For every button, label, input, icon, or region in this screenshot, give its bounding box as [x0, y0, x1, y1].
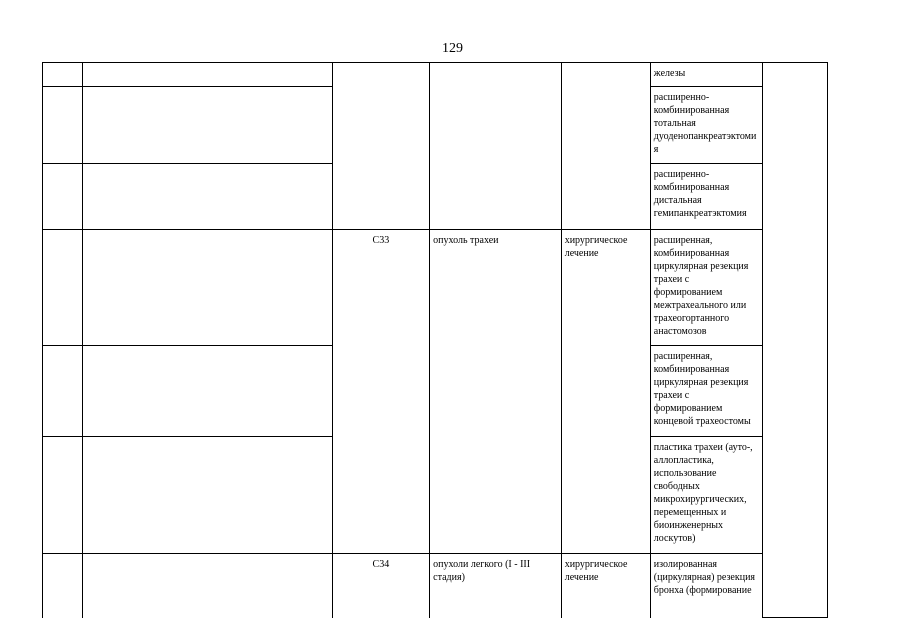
cell-index [43, 87, 83, 164]
cell-method: расширенно-комбинированная тотальная дуоденопанкреатэктомия [650, 87, 762, 164]
cell-diagnosis [430, 63, 562, 230]
cell-profile [83, 230, 332, 346]
cell-method: расширенно-комбинированная дистальная гемипанкреатэктомия [650, 164, 762, 230]
cell-profile [83, 63, 332, 87]
table-row [43, 63, 828, 87]
cell-extra [763, 63, 828, 618]
cell-treatment: хирургическое лечение [561, 554, 650, 618]
cell-code [332, 63, 430, 230]
cell-method: изолированная (циркулярная) резекция бронха (формирование [650, 554, 762, 618]
cell-method: железы [650, 63, 762, 87]
cell-diagnosis: опухоли легкого (I - III стадия) [430, 554, 562, 618]
cell-index [43, 230, 83, 346]
cell-method: пластика трахеи (ауто-, аллопластика, использование свободных микрохирургических, перемещенных и биоинженерных лоскутов) [650, 437, 762, 554]
cell-code: C33 [332, 230, 430, 554]
cell-treatment [561, 63, 650, 230]
table-row [43, 230, 828, 346]
cell-method: расширенная, комбинированная циркулярная резекция трахеи с формированием межтрахеального или трахеогортанного анастомозов [650, 230, 762, 346]
cell-index [43, 63, 83, 87]
cell-profile [83, 346, 332, 437]
cell-treatment: хирургическое лечение [561, 230, 650, 554]
cell-profile [83, 164, 332, 230]
page-number: 129 [442, 41, 463, 56]
cell-method: расширенная, комбинированная циркулярная резекция трахеи с формированием концевой трахеостомы [650, 346, 762, 437]
cell-code: C34 [332, 554, 430, 618]
table-row [43, 554, 828, 618]
cell-profile [83, 554, 332, 618]
cell-profile [83, 437, 332, 554]
procedures-table [42, 62, 828, 618]
cell-index [43, 164, 83, 230]
cell-index [43, 437, 83, 554]
cell-profile [83, 87, 332, 164]
cell-index [43, 346, 83, 437]
cell-diagnosis: опухоль трахеи [430, 230, 562, 554]
cell-index [43, 554, 83, 618]
